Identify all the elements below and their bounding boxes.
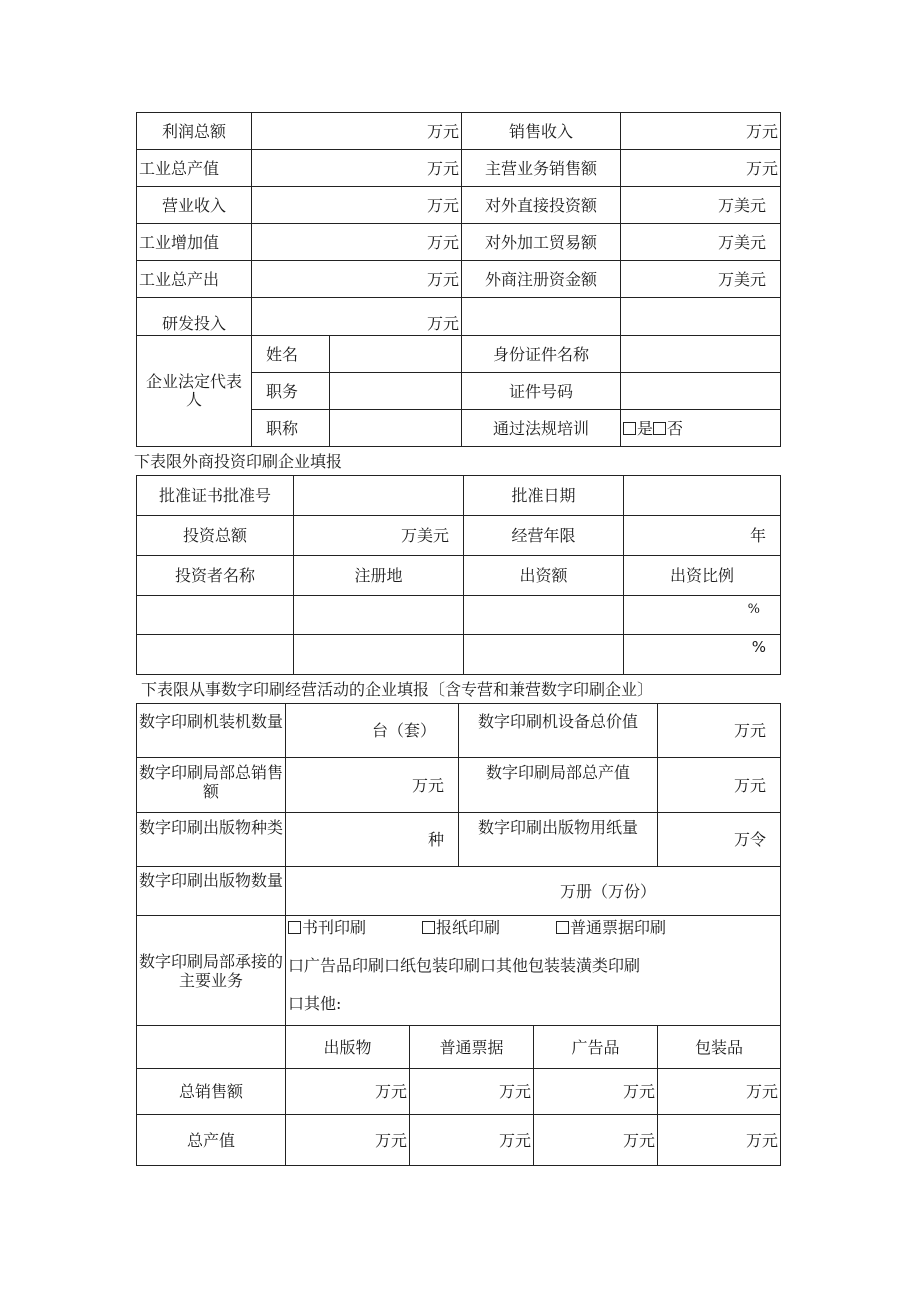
publication-types-label: 数字印刷出版物种类 <box>137 813 286 867</box>
outward-processing-trade-label: 对外加工贸易额 <box>462 224 621 261</box>
investor-row-2-name[interactable] <box>137 635 294 675</box>
main-business-sales-label: 主营业务销售额 <box>462 150 621 187</box>
main-business-label: 数字印刷局部承接的主要业务 <box>137 916 286 1026</box>
total-sales-packaging-field[interactable]: 万元 <box>658 1069 781 1115</box>
profit-total-field[interactable]: 万元 <box>252 113 462 150</box>
equipment-total-value-label: 数字印刷机设备总价值 <box>459 704 658 758</box>
legal-rep-title-field[interactable] <box>330 410 462 447</box>
investor-row-1-amount[interactable] <box>464 596 624 635</box>
total-output-label: 总产值 <box>137 1115 286 1166</box>
profit-total-label: 利润总额 <box>137 113 252 150</box>
installed-machines-label: 数字印刷机装机数量 <box>137 704 286 758</box>
digital-total-sales-label: 数字印刷局部总销售额 <box>137 758 286 813</box>
rd-investment-field[interactable]: 万元 <box>252 298 462 336</box>
empty-cell <box>462 298 621 336</box>
main-business-options <box>286 916 781 1026</box>
column-header-publications: 出版物 <box>286 1026 410 1069</box>
approval-date-field[interactable] <box>624 476 781 516</box>
installed-machines-field[interactable]: 台（套） <box>286 704 459 758</box>
outward-processing-trade-field[interactable]: 万美元 <box>621 224 781 261</box>
investor-row-2-amount[interactable] <box>464 635 624 675</box>
empty-cell <box>137 1026 286 1069</box>
rd-investment-label: 研发投入 <box>137 298 252 336</box>
outward-direct-investment-field[interactable]: 万美元 <box>621 187 781 224</box>
publication-paper-label: 数字印刷出版物用纸量 <box>459 813 658 867</box>
newspaper-printing-label: 报纸印刷 <box>436 918 501 937</box>
legal-rep-position-field[interactable] <box>330 373 462 410</box>
main-business-line-2[interactable]: 口广告品印刷口纸包装印刷口其他包装装潢类印刷 <box>288 956 641 975</box>
column-header-advertising: 广告品 <box>534 1026 658 1069</box>
total-output-publications-field[interactable]: 万元 <box>286 1115 410 1166</box>
column-header-ordinary-bills: 普通票据 <box>410 1026 534 1069</box>
industrial-output-value-field[interactable]: 万元 <box>252 150 462 187</box>
industrial-output-value-label: 工业总产值 <box>137 150 252 187</box>
total-output-bills-field[interactable]: 万元 <box>410 1115 534 1166</box>
digital-total-output-label: 数字印刷局部总产值 <box>459 758 658 813</box>
publication-quantity-label: 数字印刷出版物数量 <box>137 867 286 916</box>
legal-rep-name-label: 姓名 <box>252 336 330 373</box>
id-number-label: 证件号码 <box>462 373 621 410</box>
approval-date-label: 批准日期 <box>464 476 624 516</box>
main-business-sales-field[interactable]: 万元 <box>621 150 781 187</box>
book-printing-checkbox[interactable] <box>288 921 301 934</box>
foreign-registered-capital-field[interactable]: 万美元 <box>621 261 781 298</box>
training-no-checkbox[interactable] <box>653 422 666 435</box>
investor-row-2-place[interactable] <box>294 635 464 675</box>
contribution-ratio-header: 出资比例 <box>624 556 781 596</box>
industrial-added-value-label: 工业增加值 <box>137 224 252 261</box>
approval-cert-no-field[interactable] <box>294 476 464 516</box>
ordinary-bill-printing-checkbox[interactable] <box>556 921 569 934</box>
publication-quantity-field[interactable]: 万册（万份） <box>286 867 781 916</box>
industrial-total-output-field[interactable]: 万元 <box>252 261 462 298</box>
legal-rep-label: 企业法定代表人 <box>137 336 252 447</box>
total-output-packaging-field[interactable]: 万元 <box>658 1115 781 1166</box>
training-no-label: 否 <box>667 418 684 438</box>
foreign-registered-capital-label: 外商注册资金额 <box>462 261 621 298</box>
operating-income-label: 营业收入 <box>137 187 252 224</box>
empty-cell <box>621 298 781 336</box>
total-investment-field[interactable]: 万美元 <box>294 516 464 556</box>
foreign-investment-note: 下表限外商投资印刷企业填报 <box>134 452 343 471</box>
legal-rep-name-field[interactable] <box>330 336 462 373</box>
ordinary-bill-printing-label: 普通票据印刷 <box>570 918 667 937</box>
column-header-packaging: 包装品 <box>658 1026 781 1069</box>
total-sales-publications-field[interactable]: 万元 <box>286 1069 410 1115</box>
contribution-amount-header: 出资额 <box>464 556 624 596</box>
equipment-total-value-field[interactable]: 万元 <box>658 704 781 758</box>
industrial-total-output-label: 工业总产出 <box>137 261 252 298</box>
investor-row-2-ratio[interactable]: % <box>624 635 781 675</box>
investor-row-1-name[interactable] <box>137 596 294 635</box>
training-yes-label: 是 <box>637 418 654 438</box>
approval-cert-no-label: 批准证书批准号 <box>137 476 294 516</box>
outward-direct-investment-label: 对外直接投资额 <box>462 187 621 224</box>
total-investment-label: 投资总额 <box>137 516 294 556</box>
registered-place-header: 注册地 <box>294 556 464 596</box>
id-doc-field[interactable] <box>621 336 781 373</box>
main-business-other[interactable]: 口其他: <box>288 994 342 1013</box>
training-label: 通过法规培训 <box>462 410 621 447</box>
training-yes-checkbox[interactable] <box>623 422 636 435</box>
operating-income-field[interactable]: 万元 <box>252 187 462 224</box>
id-doc-label: 身份证件名称 <box>462 336 621 373</box>
digital-printing-note: 下表限从事数字印刷经营活动的企业填报〔含专营和兼营数字印刷企业〕 <box>141 680 654 699</box>
publication-types-field[interactable]: 种 <box>286 813 459 867</box>
investor-row-1-place[interactable] <box>294 596 464 635</box>
legal-rep-title-label: 职称 <box>252 410 330 447</box>
total-output-advertising-field[interactable]: 万元 <box>534 1115 658 1166</box>
investor-row-1-ratio[interactable]: % <box>624 596 781 635</box>
investor-name-header: 投资者名称 <box>137 556 294 596</box>
sales-income-field[interactable]: 万元 <box>621 113 781 150</box>
operating-period-label: 经营年限 <box>464 516 624 556</box>
sales-income-label: 销售收入 <box>462 113 621 150</box>
enterprise-financials-table <box>136 112 781 447</box>
id-number-field[interactable] <box>621 373 781 410</box>
digital-printing-table <box>136 703 781 1166</box>
operating-period-field[interactable]: 年 <box>624 516 781 556</box>
publication-paper-field[interactable]: 万令 <box>658 813 781 867</box>
total-sales-label: 总销售额 <box>137 1069 286 1115</box>
total-sales-advertising-field[interactable]: 万元 <box>534 1069 658 1115</box>
book-printing-label: 书刊印刷 <box>302 918 367 937</box>
industrial-added-value-field[interactable]: 万元 <box>252 224 462 261</box>
digital-total-output-field[interactable]: 万元 <box>658 758 781 813</box>
digital-total-sales-field[interactable]: 万元 <box>286 758 459 813</box>
total-sales-bills-field[interactable]: 万元 <box>410 1069 534 1115</box>
foreign-investment-table <box>136 475 781 675</box>
training-options <box>621 410 781 447</box>
newspaper-printing-checkbox[interactable] <box>422 921 435 934</box>
legal-rep-position-label: 职务 <box>252 373 330 410</box>
